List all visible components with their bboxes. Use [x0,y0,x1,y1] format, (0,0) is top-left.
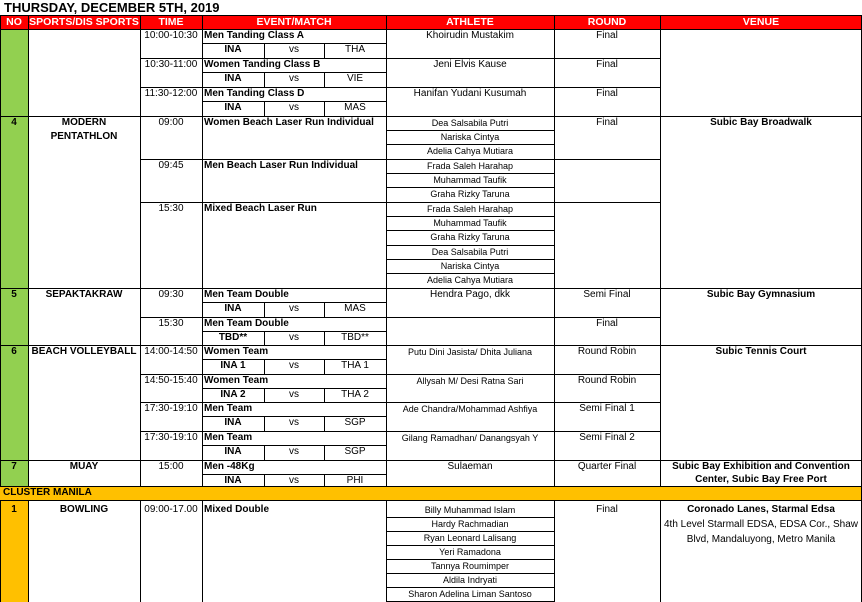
athlete-name: Gilang Ramadhan/ Danangsyah Y [401,433,539,443]
round-cell: Round Robin [577,346,637,357]
grid-line [140,500,141,602]
header-venue: VENUE [660,15,862,29]
header-no: NO [0,15,28,29]
round-cell: Final [596,88,618,99]
grid-line [324,101,325,116]
header-sport: SPORTS/DIS SPORTS [29,16,139,28]
team-1: INA 2 [220,389,246,400]
row-number: 4 [11,117,17,128]
vs-label: vs [289,73,299,84]
team-1: INA [224,102,242,113]
athlete-name: Adelia Cahya Mutiara [426,275,514,285]
grid-line [140,15,141,486]
vs-label: vs [289,417,299,428]
sport-name: PENTATHLON [50,131,118,142]
grid-line [202,302,386,303]
round-cell: Semi Final 2 [579,432,635,443]
grid-line [202,359,386,360]
grid-line [202,72,386,73]
row-number: 7 [11,461,17,472]
row-number: 1 [11,504,17,515]
grid-line [386,187,554,188]
athlete-name: Hardy Rachmadian [431,519,509,529]
athlete-name: Nariska Cintya [440,261,500,271]
grid-line [386,173,554,174]
grid-line [264,101,265,116]
athlete-name: Aldila Indryati [442,575,498,585]
round-cell: Round Robin [577,375,637,386]
event-name: Mixed Double [204,504,270,515]
athlete-name: Muhammad Taufik [433,218,507,228]
time-cell: 09:45 [158,160,184,171]
grid-line [264,474,265,486]
event-name: Men -48Kg [204,461,255,472]
team-2: THA [345,44,365,55]
round-cell: Final [596,504,618,515]
round-cell: Final [596,59,618,70]
vs-label: vs [289,332,299,343]
grid-line [324,72,325,87]
sport-name: SEPAKTAKRAW [45,289,123,300]
team-2: SGP [344,417,366,428]
time-cell: 09:30 [158,289,184,300]
grid-line [324,416,325,431]
venue-name: Subic Bay Broadwalk [710,117,812,128]
time-cell: 09:00 [158,117,184,128]
grid-line [0,29,862,30]
grid-line [0,500,862,501]
venue-name: Subic Bay Gymnasium [706,289,816,300]
grid-line [140,87,660,88]
sport-name: BEACH VOLLEYBALL [31,346,137,357]
athlete-name: Allysah M/ Desi Ratna Sari [416,376,524,386]
athlete-name: Nariska Cintya [440,132,500,142]
sport-name: BOWLING [59,504,109,515]
row-number: 6 [11,346,17,357]
grid-line [324,331,325,345]
athlete-name: Putu Dini Jasista/ Dhita Juliana [407,347,533,357]
grid-line [202,101,386,102]
grid-line [386,545,554,546]
team-2: MAS [344,303,366,314]
venue-name: Subic Bay Exhibition and Convention [672,461,850,472]
event-name: Women Team [204,346,269,357]
venue-name: Coronado Lanes, Starmal Edsa [687,504,835,515]
athlete-name: Khoirudin Mustakim [426,30,514,41]
grid-line [0,116,862,117]
event-name: Men Tanding Class D [204,88,305,99]
grid-line [386,273,554,274]
vs-label: vs [289,475,299,486]
athlete-name: Ade Chandra/Mohammad Ashfiya [402,404,538,414]
athlete-name: Graha Rizky Taruna [430,232,510,242]
venue-name: Center, Subic Bay Free Port [695,474,827,485]
no-column-fill-green [0,29,28,486]
athlete-name: Billy Muhammad Islam [424,505,516,515]
time-cell: 11:30-12:00 [144,88,198,99]
time-cell: 10:00-10:30 [144,30,198,41]
grid-line [140,202,660,203]
grid-line [386,531,554,532]
grid-line [324,445,325,460]
event-name: Women Beach Laser Run Individual [204,117,374,128]
time-cell: 17:30-19:10 [144,432,198,443]
athlete-name: Hendra Pago, dkk [429,289,511,300]
grid-line [386,573,554,574]
round-cell: Semi Final 1 [579,403,635,414]
venue-address: 4th Level Starmall EDSA, EDSA Cor., Shaw [664,519,858,530]
team-1: INA [224,446,242,457]
header-time: TIME [140,15,202,29]
vs-label: vs [289,389,299,400]
grid-line [264,331,265,345]
header-event: EVENT/MATCH [202,15,386,29]
event-name: Mixed Beach Laser Run [204,203,317,214]
venue-address: Blvd, Mandaluyong, Metro Manila [686,534,836,545]
grid-line [202,331,386,332]
grid-line [140,317,660,318]
grid-line [0,486,862,487]
grid-line [386,259,554,260]
grid-line [386,144,554,145]
team-1: TBD** [218,332,248,343]
athlete-name: Jeni Elvis Kause [433,59,507,70]
team-2: MAS [344,102,366,113]
round-cell: Quarter Final [577,461,637,472]
header-athlete: ATHLETE [386,15,554,29]
grid-line [386,216,554,217]
grid-line [264,445,265,460]
round-cell: Final [596,318,618,329]
grid-line [324,302,325,317]
athlete-name [386,317,554,331]
event-name: Men Tanding Class A [204,30,305,41]
grid-line [264,388,265,402]
grid-line [28,500,29,602]
grid-line [386,587,554,588]
grid-line [140,374,660,375]
team-1: INA [224,73,242,84]
grid-line [28,15,29,486]
grid-line [264,72,265,87]
grid-line [140,431,660,432]
grid-line [0,288,862,289]
team-1: INA [224,44,242,55]
athlete-name: Ryan Leonard Lalisang [423,533,517,543]
grid-line [264,43,265,58]
grid-line [140,58,660,59]
grid-line [386,230,554,231]
grid-line [202,445,386,446]
grid-line [386,245,554,246]
time-cell: 15:00 [158,461,184,472]
cluster-header: CLUSTER MANILA [0,486,862,500]
athlete-name: Dea Salsabila Putri [431,247,509,257]
athlete-name: Yeri Ramadona [439,547,501,557]
team-2: SGP [344,446,366,457]
sport-name: MODERN [61,117,107,128]
athlete-name: Adelia Cahya Mutiara [426,146,514,156]
grid-line [202,416,386,417]
round-cell: Semi Final [583,289,631,300]
team-1: INA [224,475,242,486]
event-name: Women Tanding Class B [204,59,321,70]
team-2: TBD** [341,332,369,343]
event-name: Men Team Double [204,318,289,329]
event-name: Men Beach Laser Run Individual [204,160,358,171]
time-cell: 09:00-17.00 [144,504,198,515]
header-round: ROUND [554,15,660,29]
team-2: THA 1 [341,360,369,371]
grid-line [202,388,386,389]
event-name: Men Team [204,403,253,414]
team-1: INA 1 [220,360,246,371]
round-cell: Final [596,30,618,41]
grid-line [264,416,265,431]
athlete-name: Graha Rizky Taruna [430,189,510,199]
time-cell: 17:30-19:10 [144,403,198,414]
athlete-name: Sulaeman [447,461,493,472]
grid-line [324,43,325,58]
athlete-name: Dea Salsabila Putri [431,118,509,128]
time-cell: 15:30 [158,318,184,329]
round-cell: Final [596,117,618,128]
athlete-name: Sharon Adelina Liman Santoso [408,589,532,599]
sport-name: MUAY [69,461,99,472]
grid-line [324,388,325,402]
grid-line [264,302,265,317]
grid-line [264,359,265,374]
grid-line [202,474,386,475]
grid-line [202,43,386,44]
athlete-name: Muhammad Taufik [433,175,507,185]
team-1: INA [224,303,242,314]
grid-line [660,500,661,602]
vs-label: vs [289,446,299,457]
time-cell: 10:30-11:00 [144,59,198,70]
vs-label: vs [289,44,299,55]
page-title: THURSDAY, DECEMBER 5TH, 2019 [4,0,220,15]
team-1: INA [224,417,242,428]
athlete-name: Tannya Roumimper [430,561,510,571]
grid-line [0,15,1,486]
grid-line [386,559,554,560]
grid-line [0,500,1,602]
athlete-name: Hanifan Yudani Kusumah [413,88,527,99]
vs-label: vs [289,102,299,113]
venue-name: Subic Tennis Court [715,346,807,357]
grid-line [554,15,555,486]
time-cell: 15:30 [158,203,184,214]
team-2: PHI [346,475,364,486]
vs-label: vs [289,360,299,371]
grid-line [140,159,660,160]
grid-line [386,15,387,486]
event-name: Women Team [204,375,269,386]
grid-line [324,359,325,374]
time-cell: 14:00-14:50 [144,346,198,357]
grid-line [0,345,862,346]
athlete-name: Frada Saleh Harahap [426,161,514,171]
event-name: Men Team [204,432,253,443]
grid-line [0,15,862,16]
grid-line [202,500,203,602]
team-2: VIE [346,73,364,84]
grid-line [386,517,554,518]
team-2: THA 2 [341,389,369,400]
vs-label: vs [289,303,299,314]
grid-line [0,460,862,461]
grid-line [660,15,661,486]
grid-line [140,402,660,403]
row-number: 5 [11,289,17,300]
time-cell: 14:50-15:40 [144,375,198,386]
athlete-name: Frada Saleh Harahap [426,204,514,214]
grid-line [324,474,325,486]
grid-line [554,500,555,602]
grid-line [386,130,554,131]
event-name: Men Team Double [204,289,289,300]
